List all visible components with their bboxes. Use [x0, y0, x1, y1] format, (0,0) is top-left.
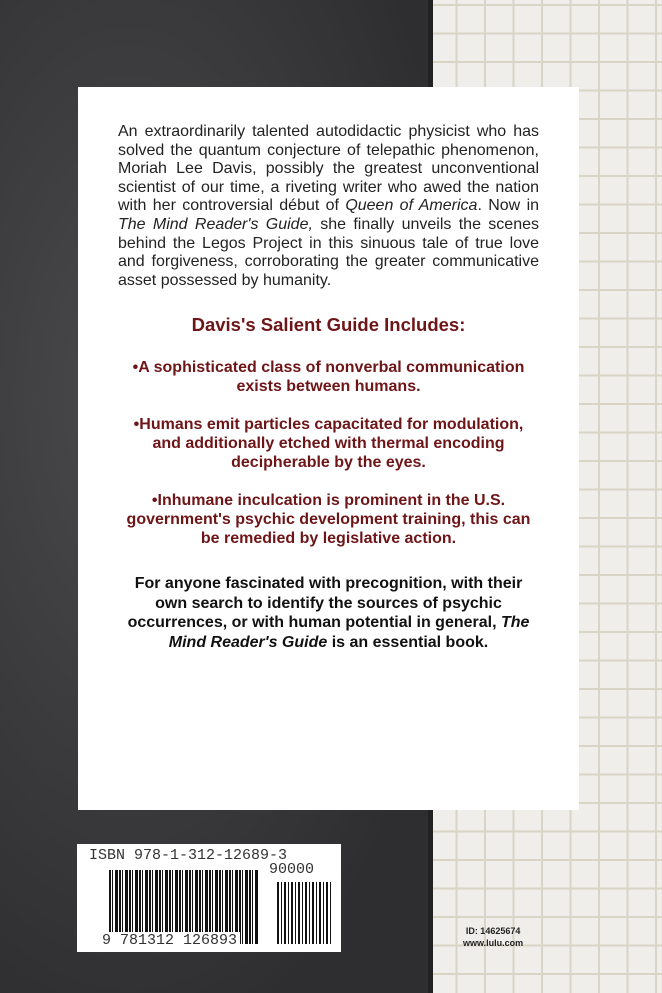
- book-title: Queen of America: [345, 197, 478, 215]
- publisher-id: ID: 14625674: [465, 926, 521, 936]
- barcode-digits: 9 781312 126893: [99, 932, 240, 949]
- publisher-url: www.lulu.com: [463, 938, 524, 948]
- guide-bullet: •Inhumane inculcation is prominent in the U.S. government's psychic development training, this can be remedied by legislative action.: [126, 492, 531, 548]
- text: An extraordinarily talented autodidactic physicist who has solved the quantum conjecture of telepathic phenomenon, Moriah Lee Davis, possibly the greatest unconventional scientist of our time, a riveting writer who awed the nation with her controversial début of: [118, 123, 539, 215]
- text: . Now in: [477, 197, 540, 215]
- addon-barcode-bars: [277, 882, 332, 944]
- description-panel: [78, 87, 579, 810]
- guide-bullet: •A sophisticated class of nonverbal communication exists between humans.: [132, 359, 525, 396]
- book-title: The Mind Reader's Guide,: [118, 215, 313, 233]
- price-code: 90000: [269, 861, 315, 878]
- closing-paragraph: [118, 574, 539, 652]
- publisher-info: [463, 925, 523, 949]
- text: is an essential book.: [327, 633, 489, 651]
- isbn-barcode: [77, 844, 341, 952]
- intro-paragraph: [118, 123, 539, 290]
- book-title: The Mind Reader's Guide: [168, 614, 530, 651]
- text: For anyone fascinated with precognition, with their own search to identify the sources of psychic occurrences, or with human potential in general,: [127, 575, 523, 632]
- guide-heading: Davis's Salient Guide Includes:: [191, 314, 466, 336]
- isbn-text: ISBN 978-1-312-12689-3: [89, 847, 288, 864]
- guide-bullet: •Humans emit particles capacitated for modulation, and additionally etched with thermal encoding decipherable by the eyes.: [133, 416, 524, 472]
- text: she finally unveils the scenes behind the Legos Project in this sinuous tale of true love and forgiveness, corroborating the greater communicative asset possessed by humanity.: [118, 215, 539, 289]
